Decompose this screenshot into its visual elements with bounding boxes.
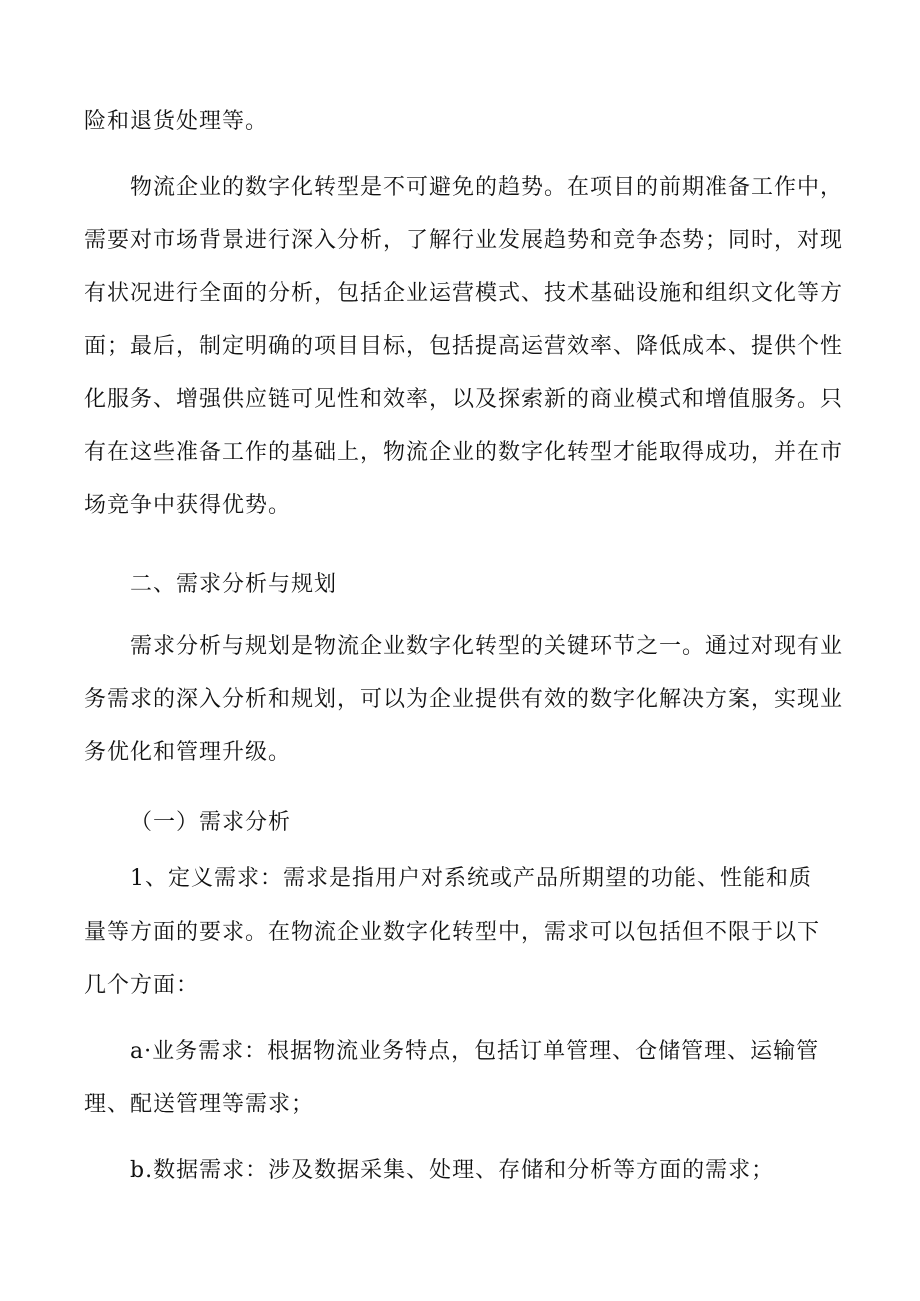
paragraph-line: 1、定义需求：需求是指用户对系统或产品所期望的功能、性能和质 bbox=[130, 866, 812, 891]
text-line: 险和退货处理等。 bbox=[84, 109, 269, 134]
paragraph-line: 场竞争中获得优势。 bbox=[84, 493, 292, 518]
paragraph-line: 化服务、增强供应链可见性和效率，以及探索新的商业模式和增值服务。只 bbox=[84, 387, 844, 412]
section-heading: 二、需求分析与规划 bbox=[130, 572, 338, 597]
list-item-a: a·业务需求：根据物流业务特点，包括订单管理、仓储管理、运输管 bbox=[130, 1039, 820, 1064]
paragraph-line: 务需求的深入分析和规划，可以为企业提供有效的数字化解决方案，实现业 bbox=[84, 687, 844, 712]
paragraph-line: 需求分析与规划是物流企业数字化转型的关键环节之一。通过对现有业 bbox=[130, 634, 844, 659]
paragraph-line: 量等方面的要求。在物流企业数字化转型中，需求可以包括但不限于以下 bbox=[84, 920, 821, 945]
list-item-a-continued: 理、配送管理等需求； bbox=[84, 1092, 315, 1117]
paragraph-line: 物流企业的数字化转型是不可避免的趋势。在项目的前期准备工作中， bbox=[130, 175, 844, 200]
paragraph-line: 几个方面： bbox=[84, 973, 200, 998]
paragraph-line: 需要对市场背景进行深入分析，了解行业发展趋势和竞争态势；同时，对现 bbox=[84, 228, 844, 253]
paragraph-line: 面；最后，制定明确的项目目标，包括提高运营效率、降低成本、提供个性 bbox=[84, 334, 844, 359]
subsection-heading: （一）需求分析 bbox=[130, 810, 292, 835]
paragraph-line: 有状况进行全面的分析，包括企业运营模式、技术基础设施和组织文化等方 bbox=[84, 281, 844, 306]
paragraph-line: 有在这些准备工作的基础上，物流企业的数字化转型才能取得成功，并在市 bbox=[84, 440, 844, 465]
paragraph-line: 务优化和管理升级。 bbox=[84, 740, 292, 765]
list-item-b: b.数据需求：涉及数据采集、处理、存储和分析等方面的需求； bbox=[130, 1158, 775, 1183]
